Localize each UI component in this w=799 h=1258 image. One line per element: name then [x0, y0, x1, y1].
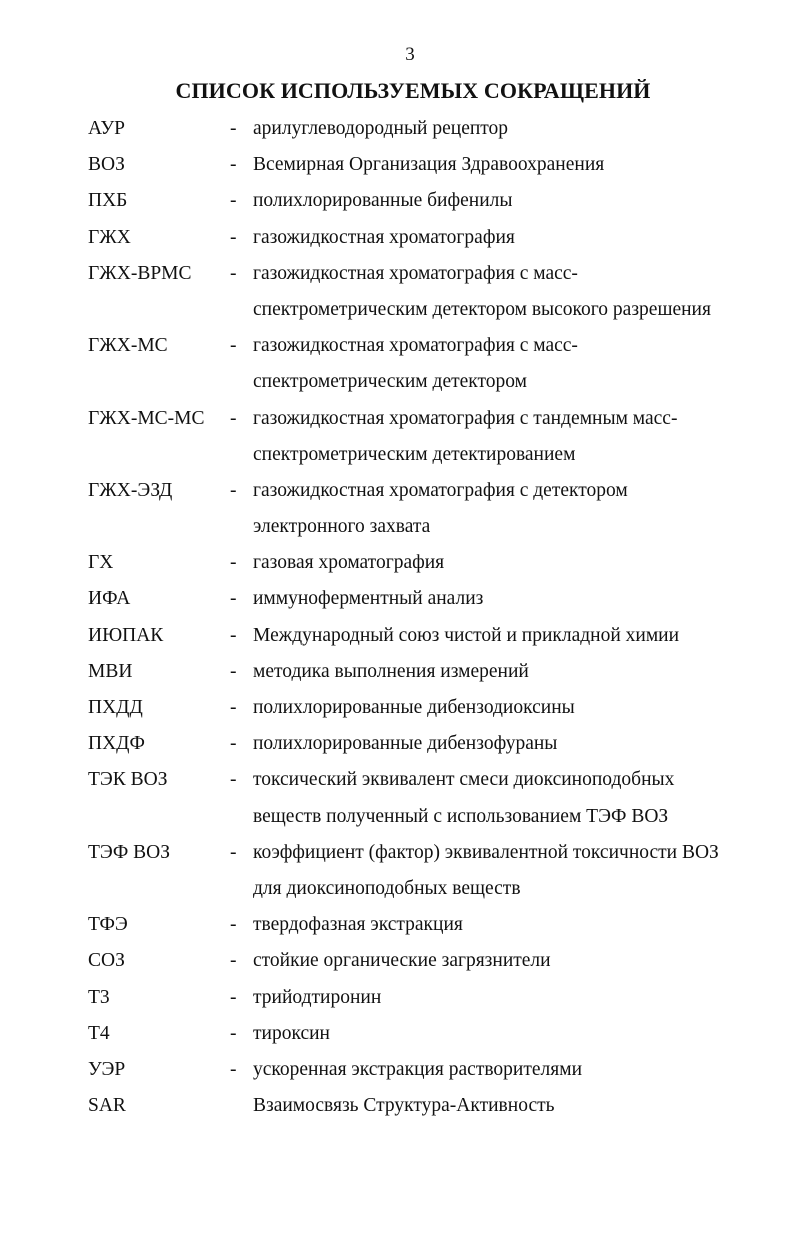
page-title: СПИСОК ИСПОЛЬЗУЕМЫХ СОКРАЩЕНИЙ	[175, 78, 651, 103]
abbreviation-entry	[0, 188, 799, 224]
separator-dash: -	[230, 335, 237, 357]
abbreviation-term: Т4	[88, 1022, 110, 1044]
abbreviation-definition: ускоренная экстракция растворителями	[253, 1058, 583, 1080]
abbreviation-definition: газожидкостная хроматография	[253, 226, 515, 248]
abbreviation-entry-continuation	[0, 442, 799, 478]
separator-dash: -	[230, 624, 237, 646]
abbreviation-definition: спектрометрическим детектированием	[253, 443, 576, 465]
abbreviation-entry	[0, 261, 799, 297]
abbreviation-entry	[0, 116, 799, 152]
abbreviation-definition: спектрометрическим детектором высокого разрешения	[253, 298, 711, 320]
separator-dash: -	[230, 552, 237, 574]
abbreviation-definition: полихлорированные дибензофураны	[253, 733, 558, 755]
abbreviation-entry	[0, 478, 799, 514]
abbreviation-term: ПХДФ	[88, 733, 145, 755]
separator-dash: -	[230, 190, 237, 212]
abbreviation-entry	[0, 912, 799, 948]
separator-dash: -	[230, 733, 237, 755]
abbreviation-definition: Взаимосвязь Структура-Активность	[253, 1095, 555, 1117]
abbreviation-term: ИФА	[88, 588, 131, 610]
abbreviation-term: ИЮПАК	[88, 624, 164, 646]
abbreviations-list	[0, 116, 799, 1129]
abbreviation-definition: веществ полученный с использованием ТЭФ ВОЗ	[253, 805, 669, 827]
abbreviation-term: АУР	[88, 118, 126, 139]
abbreviation-entry	[0, 1021, 799, 1057]
abbreviation-definition: газожидкостная хроматография с тандемным масс-	[253, 407, 678, 429]
abbreviation-definition: газожидкостная хроматография с детектором	[253, 479, 628, 501]
abbreviation-definition: газожидкостная хроматография с масс-	[253, 335, 578, 357]
abbreviation-entry	[0, 586, 799, 622]
abbreviation-entry	[0, 731, 799, 767]
abbreviation-definition: полихлорированные дибензодиоксины	[253, 697, 575, 718]
abbreviation-definition: твердофазная экстракция	[253, 914, 463, 936]
abbreviation-entry	[0, 695, 799, 731]
abbreviation-term: МВИ	[88, 660, 133, 682]
abbreviation-term: Т3	[88, 986, 110, 1008]
abbreviation-definition: спектрометрическим детектором	[253, 371, 527, 393]
separator-dash: -	[230, 697, 237, 718]
abbreviation-definition: токсический эквивалент смеси диоксиноподобных	[253, 769, 675, 791]
abbreviation-entry-continuation	[0, 804, 799, 840]
abbreviation-entry-continuation	[0, 297, 799, 333]
abbreviation-term: ГЖХ-ВРМС	[88, 262, 192, 284]
abbreviation-entry	[0, 406, 799, 442]
abbreviation-definition: методика выполнения измерений	[253, 660, 529, 682]
separator-dash: -	[230, 1022, 237, 1044]
separator-dash: -	[230, 841, 237, 863]
abbreviation-term: ПХБ	[88, 190, 128, 212]
separator-dash: -	[230, 479, 237, 501]
abbreviation-entry	[0, 225, 799, 261]
abbreviation-entry	[0, 623, 799, 659]
abbreviation-definition: полихлорированные бифенилы	[253, 190, 513, 212]
abbreviation-entry	[0, 152, 799, 188]
abbreviation-term: ГЖХ	[88, 226, 131, 248]
separator-dash: -	[230, 914, 237, 936]
abbreviation-term: ВОЗ	[88, 154, 125, 176]
abbreviation-term: ГХ	[88, 552, 114, 574]
abbreviation-definition: электронного захвата	[253, 516, 431, 538]
separator-dash: -	[230, 950, 237, 972]
separator-dash: -	[230, 588, 237, 610]
abbreviation-definition: стойкие органические загрязнители	[253, 950, 551, 972]
abbreviation-term: ГЖХ-ЭЗД	[88, 479, 173, 501]
abbreviation-term: ПХДД	[88, 697, 143, 718]
abbreviation-entry	[0, 1093, 799, 1129]
abbreviation-definition: тироксин	[253, 1022, 330, 1044]
separator-dash: -	[230, 154, 237, 176]
abbreviation-definition: коэффициент (фактор) эквивалентной токсичности ВОЗ	[253, 841, 719, 863]
abbreviation-definition: газожидкостная хроматография с масс-	[253, 262, 578, 284]
abbreviation-definition: Международный союз чистой и прикладной химии	[253, 624, 680, 646]
separator-dash: -	[230, 1058, 237, 1080]
abbreviation-definition: газовая хроматография	[253, 552, 445, 574]
separator-dash: -	[230, 769, 237, 791]
abbreviation-entry	[0, 985, 799, 1021]
abbreviation-term: ТФЭ	[88, 914, 128, 936]
abbreviation-definition: Всемирная Организация Здравоохранения	[253, 154, 605, 176]
separator-dash: -	[230, 118, 237, 139]
page-number: 3	[405, 44, 415, 65]
abbreviation-entry	[0, 767, 799, 803]
abbreviation-entry	[0, 550, 799, 586]
abbreviation-entry	[0, 948, 799, 984]
abbreviation-term: ГЖХ-МС-МС	[88, 407, 205, 429]
abbreviation-entry-continuation	[0, 876, 799, 912]
separator-dash: -	[230, 226, 237, 248]
abbreviation-entry	[0, 1057, 799, 1093]
abbreviation-entry-continuation	[0, 369, 799, 405]
abbreviation-entry	[0, 333, 799, 369]
abbreviation-definition: арилуглеводородный рецептор	[253, 118, 509, 139]
abbreviation-entry	[0, 659, 799, 695]
abbreviation-term: SAR	[88, 1095, 126, 1117]
abbreviation-entry-continuation	[0, 514, 799, 550]
separator-dash: -	[230, 660, 237, 682]
abbreviation-definition: для диоксиноподобных веществ	[253, 877, 521, 899]
abbreviation-term: ТЭК ВОЗ	[88, 769, 168, 791]
abbreviation-entry	[0, 840, 799, 876]
abbreviation-definition: иммуноферментный анализ	[253, 588, 484, 610]
separator-dash: -	[230, 407, 237, 429]
separator-dash: -	[230, 986, 237, 1008]
abbreviation-definition: трийодтиронин	[253, 986, 382, 1008]
abbreviation-term: ТЭФ ВОЗ	[88, 841, 171, 863]
abbreviation-term: УЭР	[88, 1058, 126, 1080]
abbreviation-term: СОЗ	[88, 950, 125, 972]
abbreviation-term: ГЖХ-МС	[88, 335, 168, 357]
separator-dash: -	[230, 262, 237, 284]
